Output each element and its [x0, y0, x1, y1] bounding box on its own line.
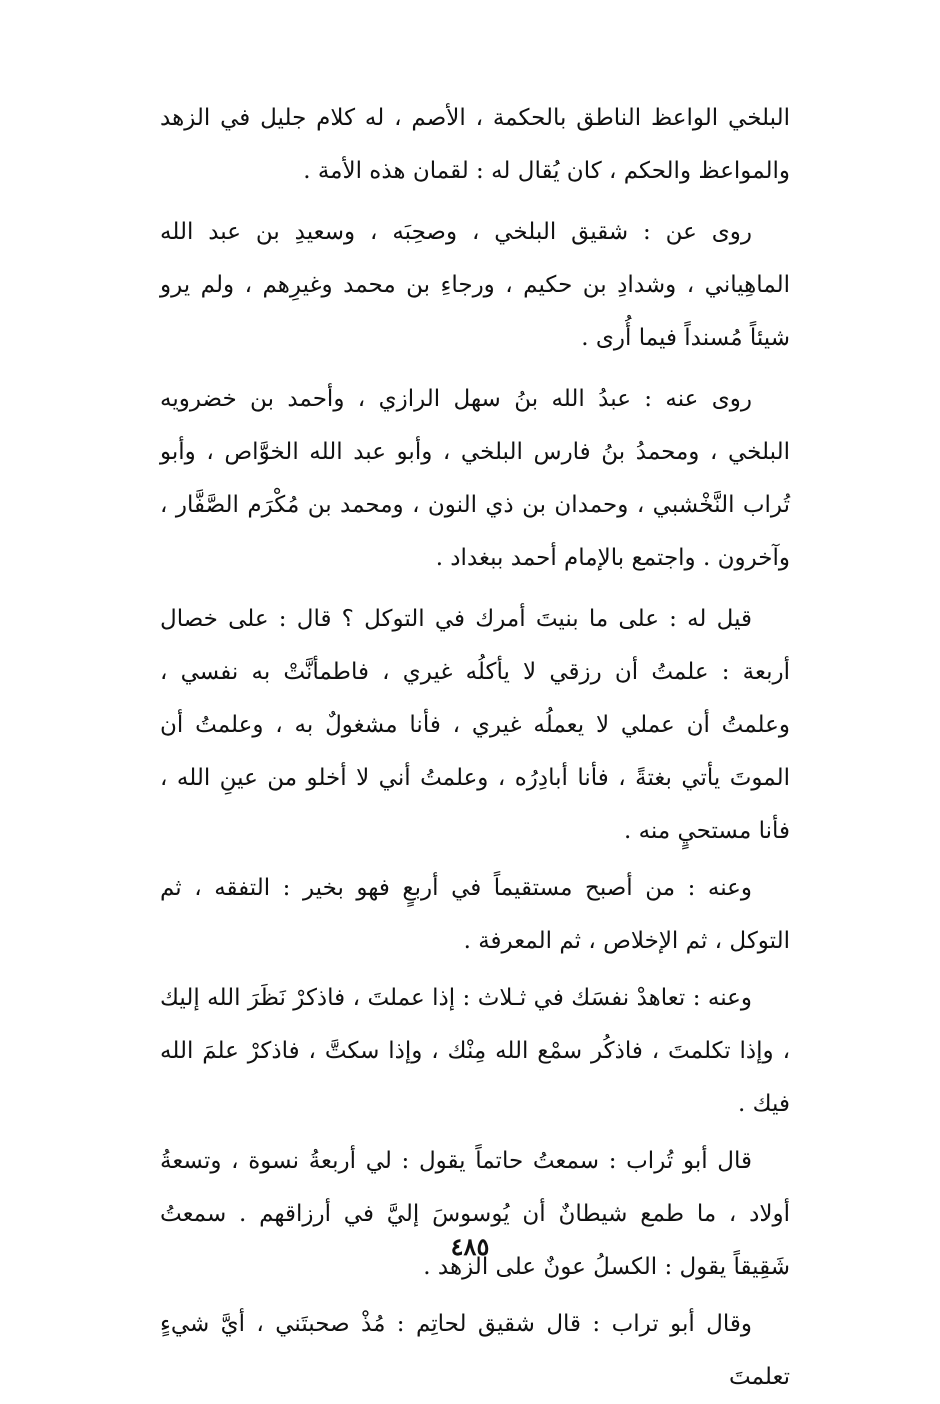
paragraph-four-things — [160, 862, 790, 968]
text-line: وعنه : من أصبح مستقيماً في أربعٍ فهو بخير : التفقه ، ثم التوكل ، — [160, 875, 790, 954]
text-line: ومحمدُ بنُ فارس البلخي ، وأبو عبد الله الخوَّاص ، وأبو تُراب النَّخْشبي ، — [160, 439, 791, 518]
text-line: ثم الإخلاص ، ثم المعرفة . — [463, 928, 708, 954]
text-line: بالإمام أحمد ببغداد . — [435, 545, 625, 571]
text-line: روى عن : شقيق البلخي ، وصحِبَه ، وسعيدِ بن عبد الله الماهِياني ، — [160, 219, 791, 298]
text-line: وحمدان بن ذي النون ، ومحمد بن مُكْرَم الصَّفَّار ، وآخرون . واجتمع — [160, 492, 790, 571]
body-text — [160, 92, 790, 1404]
paragraph-narrated-from — [160, 206, 790, 365]
text-line: يقول : الكسلُ عونٌ على الزهد . — [423, 1254, 727, 1280]
text-line: وإذا تكلمتَ ، فاذكُر سمْع الله مِنْك ، وإذا سكتَّ ، فاذكرْ علمَ الله فيك . — [160, 1038, 790, 1117]
text-line: وشدادِ بن حكيم ، ورجاءِ بن محمد وغيرِهم ، ولم يرو شيئاً مُسنداً فيما — [160, 272, 790, 351]
text-line: وعنه : تعاهدْ نفسَك في ثـلاث : إذا عملتَ ، فاذكرْ نَظَرَ الله إليك ، — [160, 985, 790, 1064]
text-line: البلخي الواعظ الناطق بالحكمة ، الأصم ، له كلام جليل في الزهد — [160, 105, 790, 131]
text-line: وعلمتُ أني لا أخلو من عينِ الله ، فأنا مستحيٍ منه . — [160, 765, 790, 844]
paragraph-abu-turab — [160, 1135, 790, 1294]
text-line: أُرى . — [581, 325, 632, 351]
text-line: والمواعظ والحكم ، كان يُقال له : لقمان هذه الأمة . — [303, 158, 790, 184]
text-line: وقال أبو تراب : قال شقيق لحاتِم : مُذْ صحبتَني ، أيَّ شيءٍ تعلمتَ — [160, 1311, 790, 1390]
paragraph-biography — [160, 92, 790, 198]
text-line: قال أبو تُراب : سمعتُ حاتماً يقول : لي أربعةُ نسوة ، وتسعةُ — [160, 1148, 752, 1174]
text-line: علمتُ أن رزقي لا يأكلُه غيري ، فاطمأنَّتْ به نفسي ، وعلمتُ أن عملي لا — [160, 659, 790, 738]
text-line: قيل له : على ما بنيتَ أمرك في التوكل ؟ قال : على خصال أربعة : — [160, 606, 790, 685]
text-line: أولاد ، ما طمع شيطانٌ أن يُوسوسَ إليَّ في أرزاقهم . سمعتُ شَقِيقاً — [160, 1201, 790, 1280]
paragraph-tawakkul — [160, 593, 790, 858]
text-line: يعملُه غيري ، فأنا مشغولٌ به ، وعلمتُ أن الموتَ يأتي بغتةً ، فأنا أبادِرُه ، — [160, 712, 790, 791]
paragraph-three-things — [160, 972, 790, 1131]
text-line: روى عنه : عبدُ الله بنُ سهل الرازي ، وأحمد بن خضرويه البلخي ، — [160, 386, 790, 465]
paragraph-narrated-by — [160, 373, 790, 585]
page-number: ٤٨٥ — [450, 1232, 490, 1261]
paragraph-shaqiq-hatim — [160, 1298, 790, 1404]
